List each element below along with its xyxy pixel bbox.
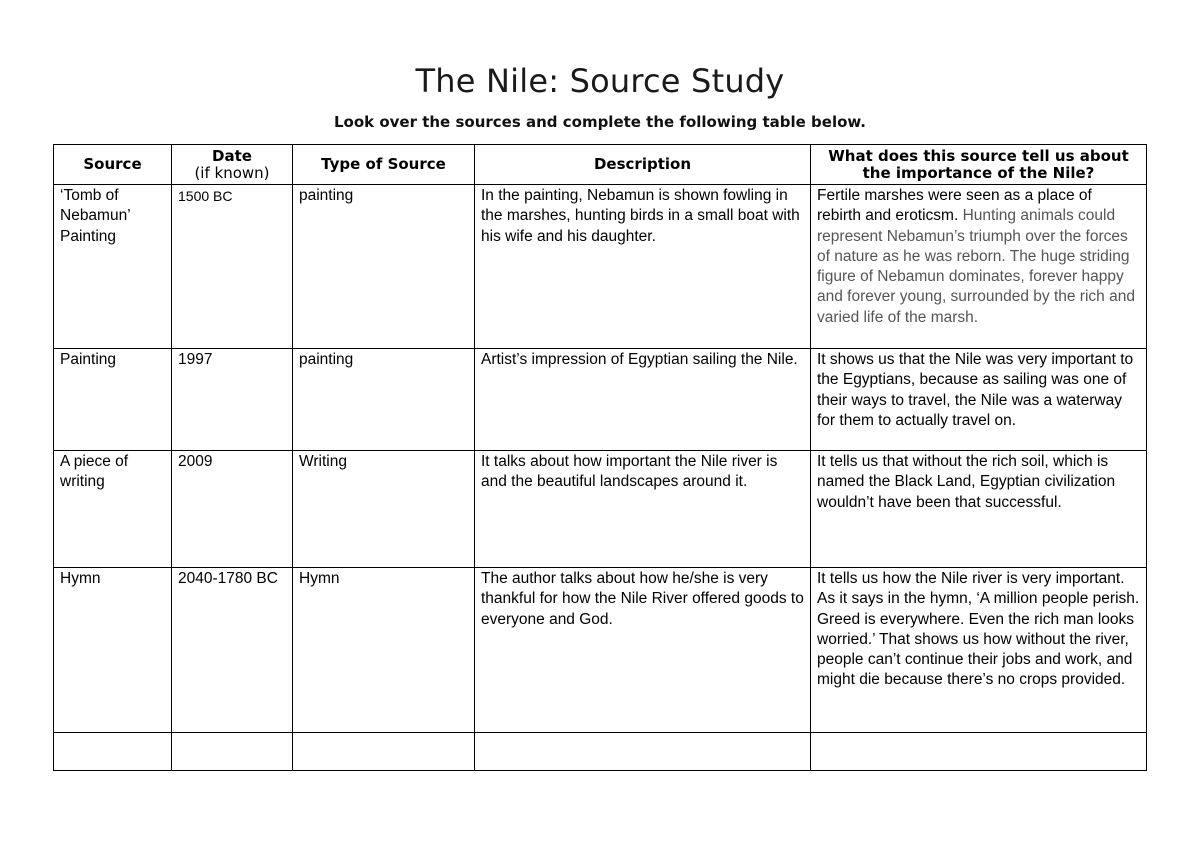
empty-cell [293, 733, 475, 771]
importance-text-part2: Hunting animals could represent Nebamun’s triumph over the forces of nature as he was reborn. The huge striding figure of Nebamun dominates, forever happy and forever young, surrounded by the rich and varied life of the marsh. [817, 207, 1135, 326]
cell-type: painting [293, 349, 475, 451]
header-date-label: Date [212, 146, 252, 165]
table-row [54, 185, 1147, 349]
table-row [54, 568, 1147, 733]
cell-date: 1997 [172, 349, 293, 451]
empty-cell [811, 733, 1147, 771]
cell-source: Painting [54, 349, 172, 451]
cell-source: ‘Tomb of Nebamun’ Painting [54, 185, 172, 349]
cell-description: The author talks about how he/she is very thankful for how the Nile River offered goods to everyone and God. [475, 568, 811, 733]
cell-source: A piece of writing [54, 451, 172, 568]
table-header-row [54, 145, 1147, 185]
cell-type: Writing [293, 451, 475, 568]
empty-cell [172, 733, 293, 771]
source-study-table [53, 144, 1147, 771]
header-description: Description [475, 145, 811, 185]
cell-description: Artist’s impression of Egyptian sailing the Nile. [475, 349, 811, 451]
cell-importance: It tells us that without the rich soil, which is named the Black Land, Egyptian civilization wouldn’t have been that successful. [811, 451, 1147, 568]
empty-cell [54, 733, 172, 771]
table-row [54, 451, 1147, 568]
table-row-empty [54, 733, 1147, 771]
cell-type: painting [293, 185, 475, 349]
cell-date: 2009 [172, 451, 293, 568]
cell-description: It talks about how important the Nile river is and the beautiful landscapes around it. [475, 451, 811, 568]
cell-importance: It tells us how the Nile river is very important. As it says in the hymn, ‘A million people perish. Greed is everywhere. Even the rich man looks worried.’ That shows us how without the river, people can’t continue their jobs and work, and might die because there’s no crops provided. [811, 568, 1147, 733]
cell-importance [811, 185, 1147, 349]
cell-type: Hymn [293, 568, 475, 733]
header-importance: What does this source tell us about the importance of the Nile? [811, 145, 1147, 185]
cell-description: In the painting, Nebamun is shown fowling in the marshes, hunting birds in a small boat with his wife and his daughter. [475, 185, 811, 349]
header-date-sub: (if known) [194, 163, 270, 182]
cell-importance: It shows us that the Nile was very important to the Egyptians, because as sailing was one of their ways to travel, the Nile was a waterway for them to actually travel on. [811, 349, 1147, 451]
cell-date: 1500 BC [172, 185, 293, 349]
instruction-text: Look over the sources and complete the following table below. [333, 113, 867, 131]
empty-cell [475, 733, 811, 771]
header-date [172, 145, 293, 185]
header-source: Source [54, 145, 172, 185]
cell-date: 2040-1780 BC [172, 568, 293, 733]
header-type: Type of Source [293, 145, 475, 185]
cell-source: Hymn [54, 568, 172, 733]
table-row [54, 349, 1147, 451]
page-title: The Nile: Source Study [415, 62, 785, 100]
importance-text-part1: Fertile marshes were seen as a place of rebirth and eroticsm. [817, 187, 1092, 225]
